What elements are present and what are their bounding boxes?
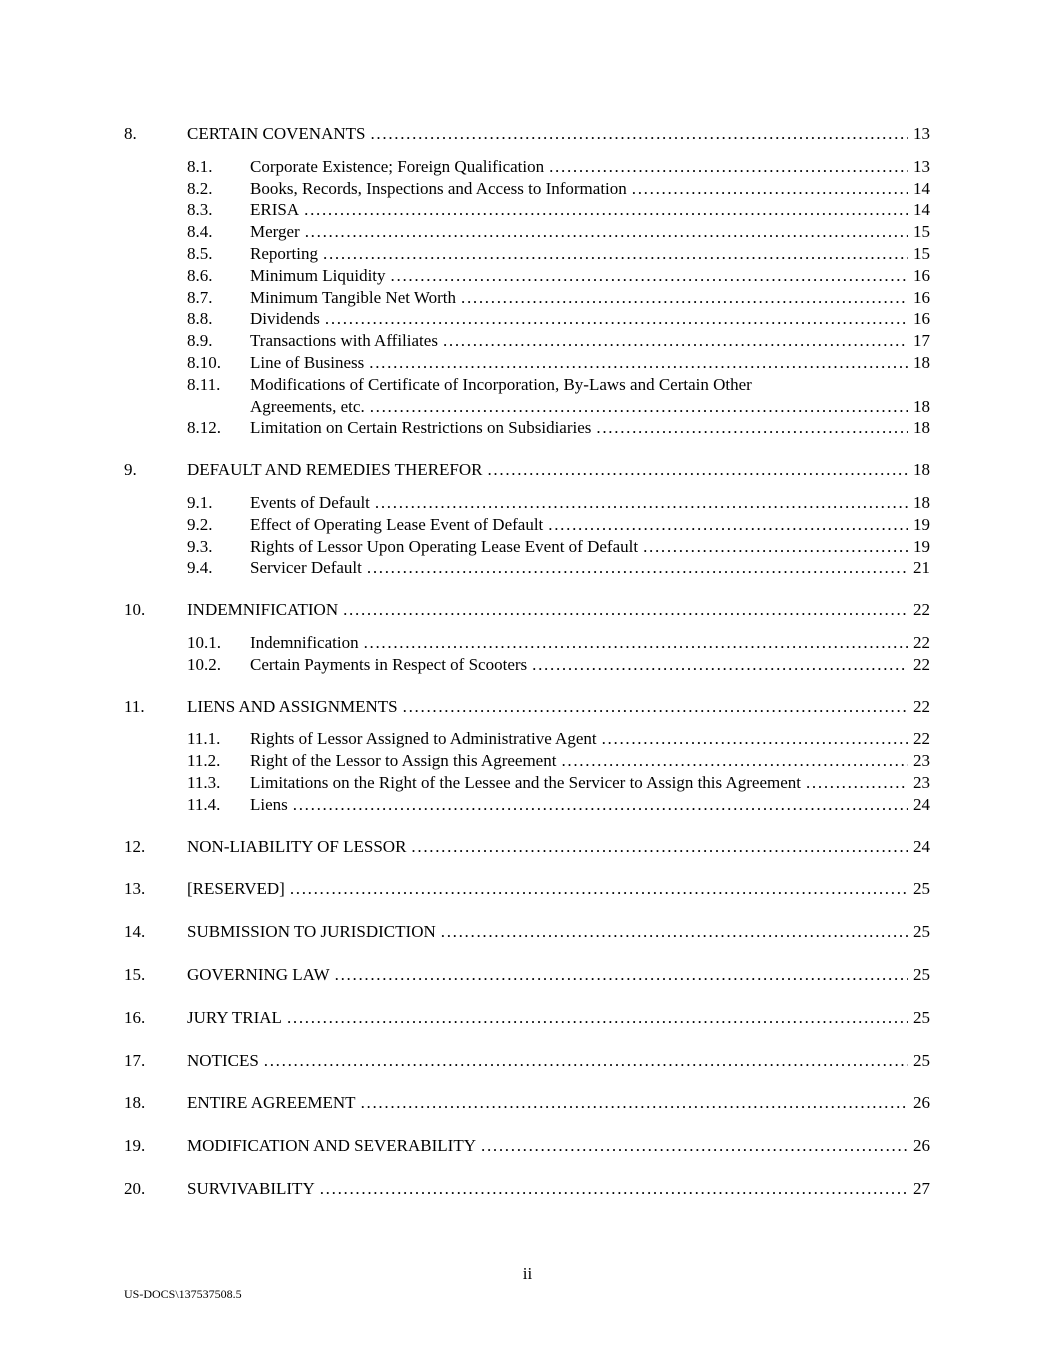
subsection-list bbox=[187, 492, 930, 579]
toc-entry bbox=[124, 878, 930, 900]
entry-title: Right of the Lessor to Assign this Agreement bbox=[250, 751, 557, 771]
entry-number: 9.3. bbox=[187, 536, 213, 556]
dot-leader bbox=[320, 1178, 908, 1200]
toc-entry bbox=[187, 514, 930, 536]
toc-entry bbox=[187, 287, 930, 309]
toc-entry bbox=[187, 417, 930, 439]
entry-page-ref: 18 bbox=[913, 492, 930, 512]
entry-number: 12. bbox=[124, 836, 146, 856]
entry-page-ref: 17 bbox=[913, 331, 930, 351]
entry-title: Liens bbox=[250, 794, 288, 814]
entry-page-ref: 18 bbox=[913, 460, 930, 480]
entry-number: 8. bbox=[124, 124, 137, 143]
dot-leader bbox=[561, 750, 908, 772]
toc-entry bbox=[187, 374, 930, 396]
toc-entry bbox=[187, 221, 930, 243]
entry-number: 8.12. bbox=[187, 418, 221, 438]
entry-title: JURY TRIAL bbox=[187, 1007, 282, 1027]
toc-entry bbox=[187, 536, 930, 558]
dot-leader bbox=[343, 599, 908, 621]
entry-number: 8.4. bbox=[187, 222, 213, 242]
entry-title: Rights of Lessor Upon Operating Lease Event of Default bbox=[250, 536, 639, 556]
entry-page-ref: 16 bbox=[913, 265, 930, 285]
dot-leader bbox=[403, 696, 908, 718]
entry-number: 8.6. bbox=[187, 265, 213, 285]
entry-title: DEFAULT AND REMEDIES THEREFOR bbox=[187, 460, 483, 480]
entry-number: 8.9. bbox=[187, 331, 213, 351]
entry-page-ref: 23 bbox=[913, 772, 930, 792]
entry-page-ref: 22 bbox=[913, 729, 930, 749]
toc-entry bbox=[124, 1092, 930, 1114]
entry-title: Events of Default bbox=[250, 492, 370, 512]
entry-title: Certain Payments in Respect of Scooters bbox=[250, 654, 528, 674]
toc-section bbox=[124, 836, 930, 858]
dot-leader bbox=[548, 514, 908, 536]
entry-page-ref: 16 bbox=[913, 287, 930, 307]
entry-page-ref: 15 bbox=[913, 222, 930, 242]
entry-title: Limitations on the Right of the Lessee and the Servicer to Assign this Agreement bbox=[250, 772, 801, 792]
toc-entry bbox=[187, 178, 930, 200]
entry-title: Reporting bbox=[250, 243, 318, 263]
entry-page-ref: 25 bbox=[913, 879, 930, 899]
toc-entry bbox=[187, 557, 930, 579]
entry-number: 8.5. bbox=[187, 243, 213, 263]
entry-title: Effect of Operating Lease Event of Default bbox=[250, 514, 544, 534]
toc-entry bbox=[124, 1007, 930, 1029]
entry-title: ERISA bbox=[250, 200, 300, 220]
entry-number: 8.7. bbox=[187, 287, 213, 307]
toc-section bbox=[124, 1007, 930, 1029]
entry-title: Rights of Lessor Assigned to Administrative Agent bbox=[250, 729, 597, 749]
toc-entry bbox=[187, 654, 930, 676]
toc-section bbox=[124, 964, 930, 986]
entry-page-ref: 18 bbox=[913, 418, 930, 438]
entry-title: NON-LIABILITY OF LESSOR bbox=[187, 836, 407, 856]
toc-entry bbox=[124, 921, 930, 943]
dot-leader bbox=[461, 287, 908, 309]
dot-leader bbox=[287, 1007, 908, 1029]
entry-page-ref: 13 bbox=[913, 124, 930, 143]
toc-entry bbox=[187, 265, 930, 287]
entry-number: 19. bbox=[124, 1136, 146, 1156]
dot-leader bbox=[602, 728, 908, 750]
entry-number: 9.4. bbox=[187, 558, 213, 578]
dot-leader bbox=[441, 921, 908, 943]
entry-title: MODIFICATION AND SEVERABILITY bbox=[187, 1136, 476, 1156]
entry-page-ref: 14 bbox=[913, 200, 930, 220]
dot-leader bbox=[443, 330, 908, 352]
toc-entry bbox=[124, 123, 930, 145]
entry-title: Modifications of Certificate of Incorporation, By-Laws and Certain Other bbox=[250, 374, 752, 394]
entry-title: Limitation on Certain Restrictions on Subsidiaries bbox=[250, 418, 592, 438]
entry-title: Books, Records, Inspections and Access to Information bbox=[250, 178, 627, 198]
entry-number: 10.1. bbox=[187, 632, 221, 652]
toc-entry bbox=[124, 964, 930, 986]
entry-number: 11.1. bbox=[187, 729, 221, 749]
entry-number: 8.1. bbox=[187, 156, 213, 176]
toc-section bbox=[124, 1092, 930, 1114]
dot-leader bbox=[304, 199, 908, 221]
entry-page-ref: 22 bbox=[913, 600, 930, 620]
entry-page-ref: 24 bbox=[913, 836, 930, 856]
dot-leader bbox=[361, 1092, 908, 1114]
subsection-list bbox=[187, 156, 930, 439]
toc-entry bbox=[124, 1050, 930, 1072]
toc-entry bbox=[124, 1178, 930, 1200]
toc-section bbox=[124, 459, 930, 579]
entry-title: Agreements, etc. bbox=[250, 396, 365, 416]
entry-number: 11.4. bbox=[187, 794, 221, 814]
entry-title: CERTAIN COVENANTS bbox=[187, 124, 366, 143]
dot-leader bbox=[305, 221, 908, 243]
toc-entry bbox=[187, 199, 930, 221]
entry-title: LIENS AND ASSIGNMENTS bbox=[187, 696, 398, 716]
dot-leader bbox=[596, 417, 908, 439]
toc-entry bbox=[187, 330, 930, 352]
dot-leader bbox=[643, 536, 908, 558]
entry-title: SURVIVABILITY bbox=[187, 1178, 315, 1198]
toc-entry bbox=[187, 728, 930, 750]
entry-title: NOTICES bbox=[187, 1050, 259, 1070]
entry-page-ref: 23 bbox=[913, 751, 930, 771]
entry-page-ref: 14 bbox=[913, 178, 930, 198]
entry-number: 11.2. bbox=[187, 751, 221, 771]
toc-entry bbox=[187, 156, 930, 178]
entry-page-ref: 22 bbox=[913, 654, 930, 674]
entry-page-ref: 19 bbox=[913, 514, 930, 534]
toc-entry bbox=[187, 352, 930, 374]
entry-title: ENTIRE AGREEMENT bbox=[187, 1093, 356, 1113]
entry-page-ref: 26 bbox=[913, 1136, 930, 1156]
document-id-footer: US-DOCS\137537508.5 bbox=[124, 1287, 242, 1301]
dot-leader bbox=[290, 878, 908, 900]
toc-entry bbox=[187, 243, 930, 265]
entry-number: 11.3. bbox=[187, 772, 221, 792]
entry-title: INDEMNIFICATION bbox=[187, 600, 339, 620]
dot-leader bbox=[370, 396, 908, 418]
dot-leader bbox=[293, 794, 908, 816]
entry-page-ref: 13 bbox=[913, 156, 930, 176]
entry-number: 9. bbox=[124, 460, 137, 480]
toc-entry bbox=[124, 599, 930, 621]
entry-title: Transactions with Affiliates bbox=[250, 331, 438, 351]
entry-page-ref: 22 bbox=[913, 632, 930, 652]
entry-title: GOVERNING LAW bbox=[187, 964, 330, 984]
entry-number: 18. bbox=[124, 1093, 146, 1113]
entry-page-ref: 25 bbox=[913, 964, 930, 984]
entry-number: 17. bbox=[124, 1050, 146, 1070]
entry-page-ref: 22 bbox=[913, 696, 930, 716]
entry-number: 8.11. bbox=[187, 374, 221, 394]
entry-page-ref: 24 bbox=[913, 794, 930, 814]
entry-title: Line of Business bbox=[250, 352, 365, 372]
dot-leader bbox=[375, 492, 908, 514]
entry-number: 8.8. bbox=[187, 309, 213, 329]
toc-entry bbox=[187, 632, 930, 654]
entry-page-ref: 21 bbox=[913, 558, 930, 578]
entry-number: 8.10. bbox=[187, 352, 221, 372]
toc-entry bbox=[187, 772, 930, 794]
toc-entry bbox=[187, 794, 930, 816]
entry-number: 13. bbox=[124, 879, 146, 899]
subsection-list bbox=[187, 632, 930, 676]
toc-entry bbox=[124, 459, 930, 481]
entry-page-ref: 18 bbox=[913, 396, 930, 416]
dot-leader bbox=[549, 156, 908, 178]
dot-leader bbox=[532, 654, 908, 676]
entry-page-ref: 19 bbox=[913, 536, 930, 556]
dot-leader bbox=[323, 243, 908, 265]
toc-section bbox=[124, 921, 930, 943]
toc-entry bbox=[187, 750, 930, 772]
page-number: ii bbox=[522, 1264, 533, 1283]
toc-section bbox=[124, 696, 930, 816]
entry-page-ref: 15 bbox=[913, 243, 930, 263]
entry-number: 10.2. bbox=[187, 654, 221, 674]
entry-page-ref: 25 bbox=[913, 922, 930, 942]
toc-section bbox=[124, 123, 930, 439]
toc-section bbox=[124, 1135, 930, 1157]
entry-number: 8.3. bbox=[187, 200, 213, 220]
entry-number: 11. bbox=[124, 696, 145, 716]
entry-page-ref: 27 bbox=[913, 1178, 930, 1198]
entry-number: 15. bbox=[124, 964, 146, 984]
dot-leader bbox=[632, 178, 908, 200]
entry-title: Indemnification bbox=[250, 632, 359, 652]
dot-leader bbox=[391, 265, 908, 287]
dot-leader bbox=[264, 1050, 908, 1072]
dot-leader bbox=[369, 352, 908, 374]
subsection-list bbox=[187, 728, 930, 815]
toc-section bbox=[124, 1178, 930, 1200]
toc-section bbox=[124, 1050, 930, 1072]
entry-number: 8.2. bbox=[187, 178, 213, 198]
entry-number: 20. bbox=[124, 1178, 146, 1198]
dot-leader bbox=[364, 632, 908, 654]
toc-entry bbox=[187, 492, 930, 514]
dot-leader bbox=[370, 123, 908, 145]
entry-title: [RESERVED] bbox=[187, 879, 285, 899]
toc-entry bbox=[187, 396, 930, 418]
entry-number: 9.1. bbox=[187, 492, 213, 512]
entry-number: 16. bbox=[124, 1007, 146, 1027]
toc-section bbox=[124, 878, 930, 900]
toc-entry bbox=[187, 308, 930, 330]
toc-entry bbox=[124, 696, 930, 718]
entry-number: 10. bbox=[124, 600, 146, 620]
entry-title: Servicer Default bbox=[250, 558, 362, 578]
dot-leader bbox=[325, 308, 908, 330]
entry-page-ref: 25 bbox=[913, 1007, 930, 1027]
entry-page-ref: 16 bbox=[913, 309, 930, 329]
table-of-contents bbox=[124, 123, 930, 1221]
entry-title: Corporate Existence; Foreign Qualification bbox=[250, 156, 545, 176]
dot-leader bbox=[481, 1135, 908, 1157]
entry-title: Minimum Liquidity bbox=[250, 265, 386, 285]
dot-leader bbox=[367, 557, 908, 579]
dot-leader bbox=[411, 836, 908, 858]
dot-leader bbox=[335, 964, 908, 986]
entry-number: 14. bbox=[124, 922, 146, 942]
entry-page-ref: 18 bbox=[913, 352, 930, 372]
entry-number: 9.2. bbox=[187, 514, 213, 534]
toc-entry bbox=[124, 836, 930, 858]
dot-leader bbox=[487, 459, 908, 481]
entry-title: SUBMISSION TO JURISDICTION bbox=[187, 922, 436, 942]
toc-entry bbox=[124, 1135, 930, 1157]
entry-title: Merger bbox=[250, 222, 300, 242]
entry-title: Minimum Tangible Net Worth bbox=[250, 287, 456, 307]
toc-section bbox=[124, 599, 930, 675]
dot-leader bbox=[806, 772, 908, 794]
entry-page-ref: 26 bbox=[913, 1093, 930, 1113]
entry-title: Dividends bbox=[250, 309, 320, 329]
entry-page-ref: 25 bbox=[913, 1050, 930, 1070]
